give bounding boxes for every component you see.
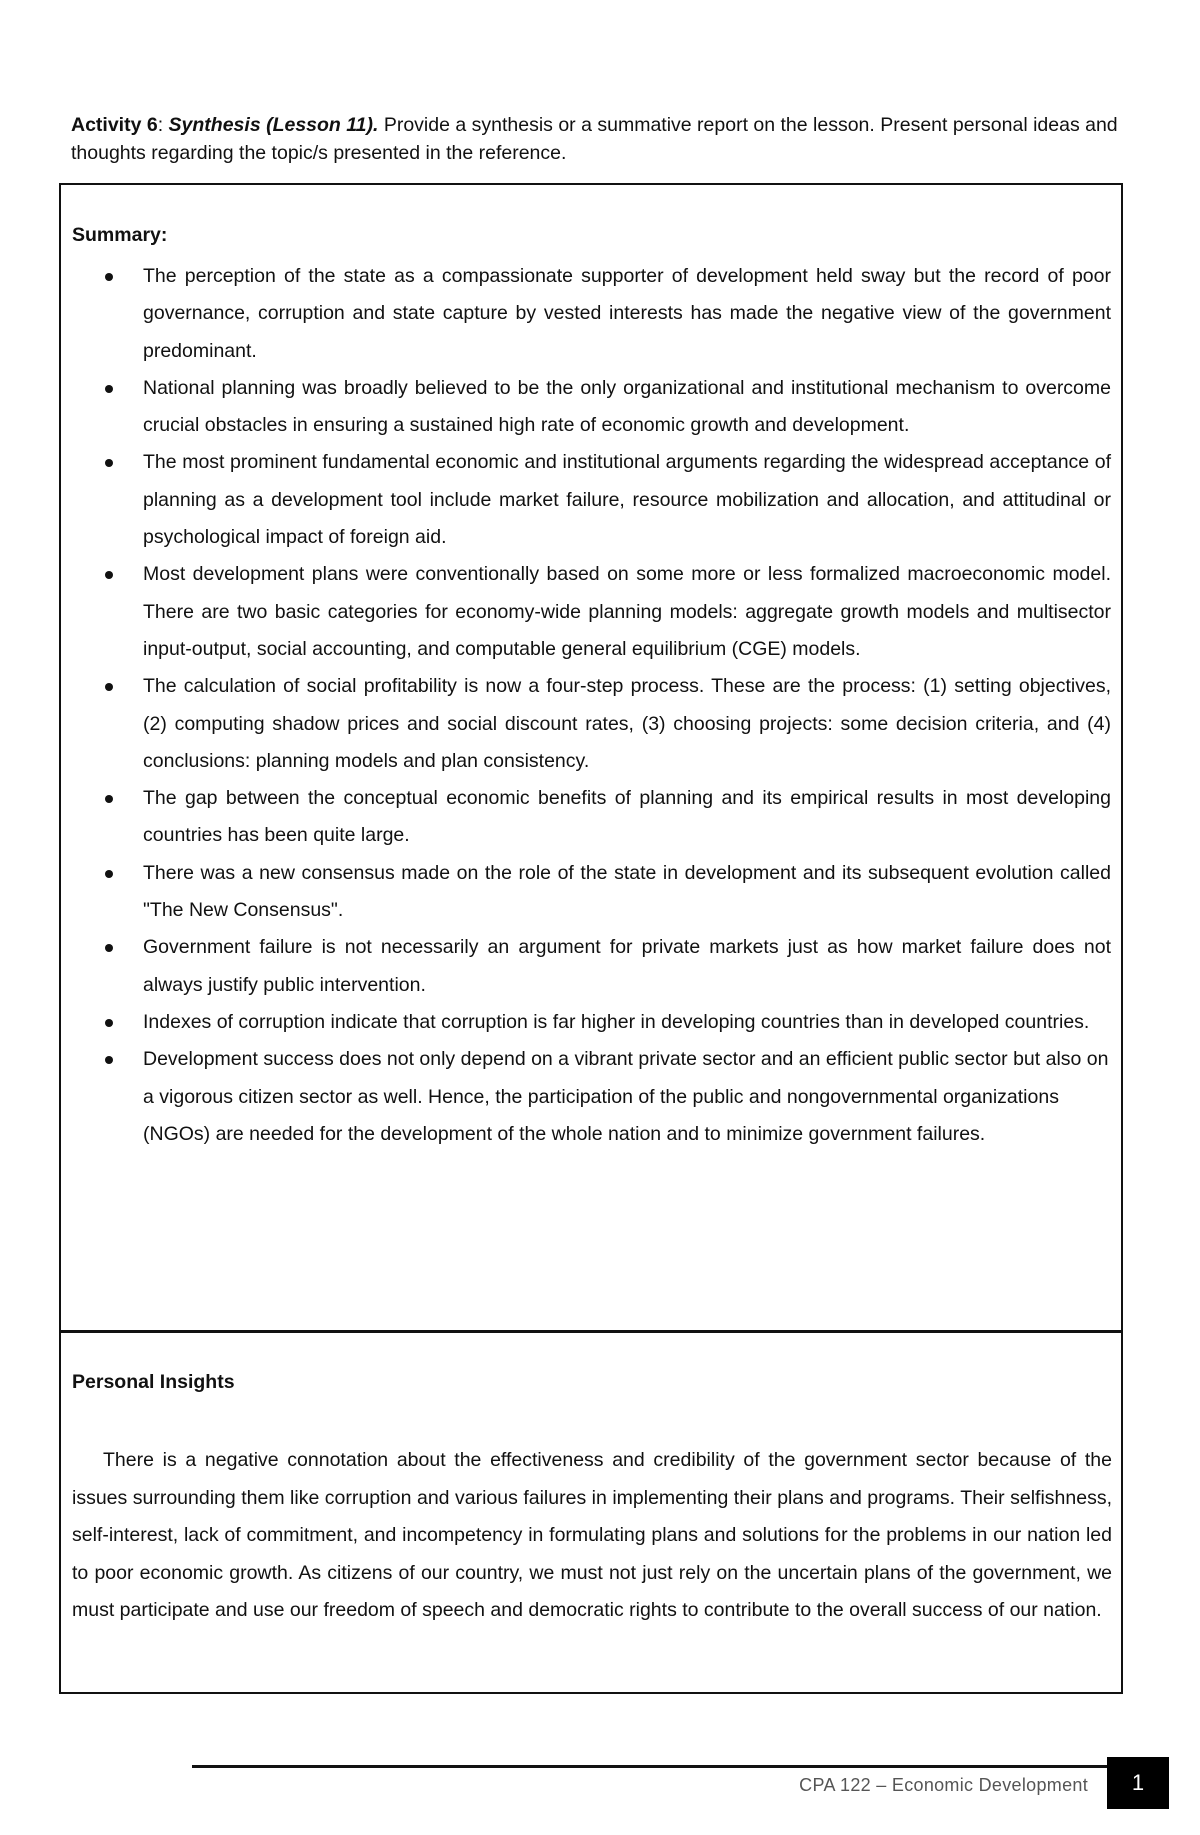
activity-text: Provide a synthesis or a summative report on the lesson. Present personal ideas and thoughts regarding the topic/s presented in the reference. [71,114,1118,164]
summary-item-text: There was a new consensus made on the role of the state in development and its subsequent evolution called "The New Consensus". [143,861,1111,922]
bullet-icon [105,683,113,691]
summary-item [61,855,1111,930]
summary-item [61,929,1111,1004]
page-number-badge: 1 [1107,1757,1169,1809]
summary-item-text: Government failure is not necessarily an argument for private markets just as how market failure does not always justify public intervention. [143,936,1111,996]
summary-list [61,258,1111,1153]
summary-item-text: The most prominent fundamental economic and institutional arguments regarding the widespread acceptance of planning as a development tool include market failure, resource mobilization and allocation, and attitudinal or psychological impact of foreign aid. [143,451,1111,549]
summary-item-text: Indexes of corruption indicate that corruption is far higher in developing countries than in developed countries. [143,1010,1090,1033]
bullet-icon [105,273,113,281]
insights-heading: Personal Insights [72,1371,235,1393]
bullet-icon [105,1019,113,1027]
summary-item [61,258,1111,370]
summary-item [61,556,1111,668]
activity-label: Activity 6 [71,114,158,136]
summary-box [59,183,1123,1333]
footer-course-title: CPA 122 – Economic Development [799,1775,1088,1795]
bullet-icon [105,795,113,803]
summary-item-text: National planning was broadly believed to be the only organizational and institutional mechanism to overcome crucial obstacles in ensuring a sustained high rate of economic growth and development. [143,376,1111,437]
insights-paragraph: There is a negative connotation about the effectiveness and credibility of the government sector because of the issues surrounding them like corruption and various failures in implementing their plans and programs. Their selfishness, self-interest, lack of commitment, and incompetency in formulating plans and solutions for the problems in our nation led to poor economic growth. As citizens of our country, we must not just rely on the uncertain plans of the government, we must participate and use our freedom of speech and democratic rights to contribute to the overall success of our nation. [72,1449,1112,1621]
summary-item-text: The perception of the state as a compassionate supporter of development held sway but the record of poor governance, corruption and state capture by vested interests has made the negative view of the government predominant. [143,265,1111,362]
summary-heading: Summary: [72,224,168,246]
summary-item [61,370,1111,445]
insights-box [59,1330,1123,1694]
bullet-icon [105,459,113,467]
activity-separator: : [157,114,169,136]
summary-item [61,1004,1111,1041]
bullet-icon [105,1056,113,1064]
summary-item-text: The gap between the conceptual economic benefits of planning and its empirical results in most developing countries has been quite large. [143,787,1111,847]
summary-item [61,668,1111,780]
activity-instructions [71,111,1141,167]
summary-item-text: Development success does not only depend on a vibrant private sector and an efficient public sector but also on a vigorous citizen sector as well. Hence, the participation of the public and nongovernmental organizations (NGOs) are needed for the development of the whole nation and to minimize government failures. [143,1048,1109,1145]
bullet-icon [105,944,113,952]
summary-item-text: The calculation of social profitability is now a four-step process. These are the process: (1) setting objectives, (2) computing shadow prices and social discount rates, (3) choosing projects: some decision criteria, and (4) conclusions: planning models and plan consistency. [143,675,1111,772]
bullet-icon [105,571,113,579]
bullet-icon [105,385,113,393]
summary-item-text: Most development plans were conventionally based on some more or less formalized macroeconomic model. There are two basic categories for economy-wide planning models: aggregate growth models and multisector input-output, social accounting, and computable general equilibrium (CGE) models. [143,563,1111,660]
bullet-icon [105,870,113,878]
footer-divider [192,1765,1109,1768]
summary-item [61,444,1111,556]
summary-item [61,1041,1111,1153]
activity-title: Synthesis (Lesson 11). [168,114,379,136]
summary-item [61,780,1111,855]
